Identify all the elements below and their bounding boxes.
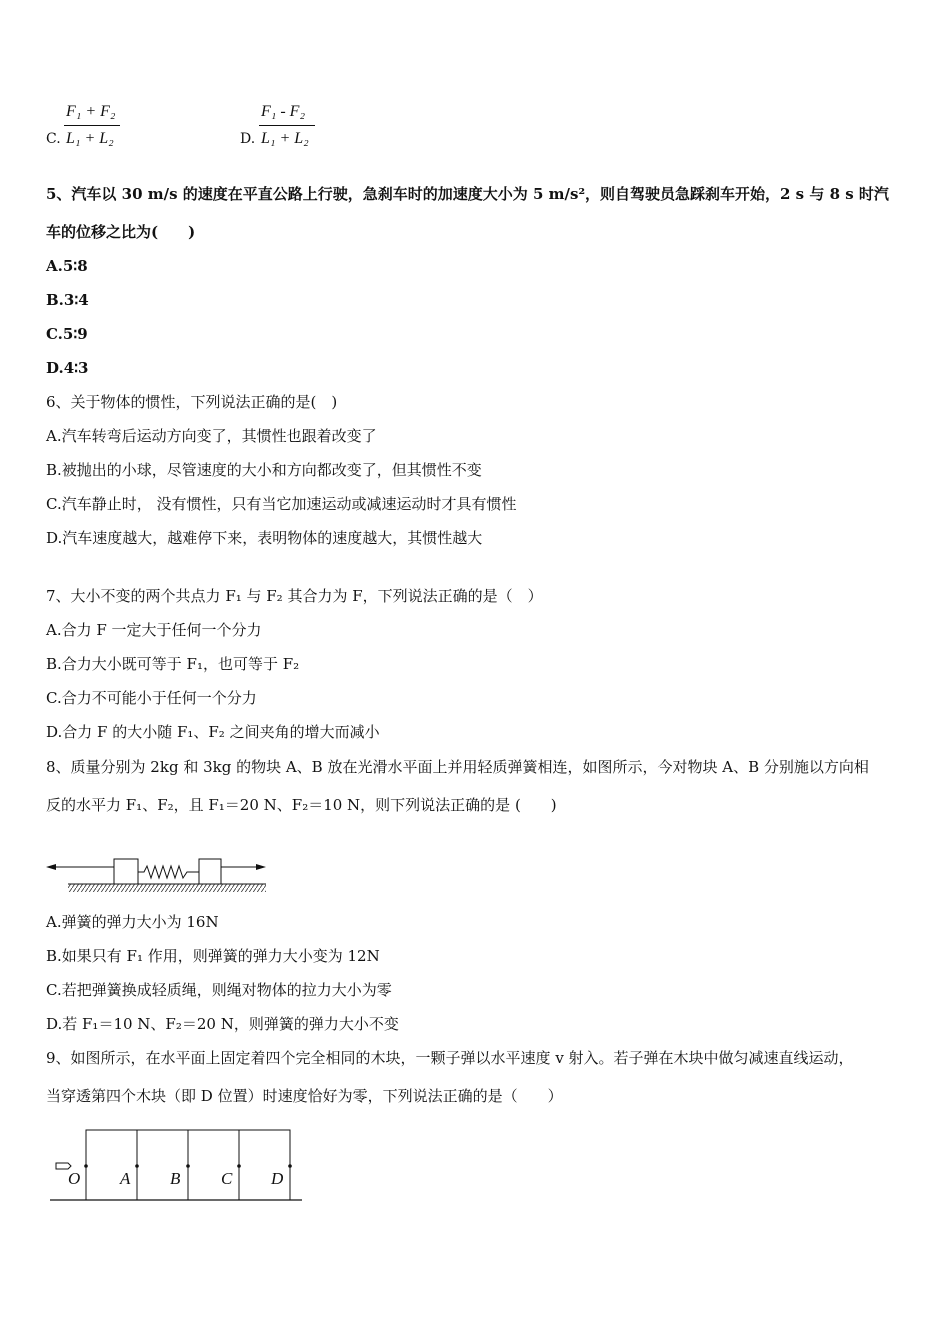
question-stem: 7、大小不变的两个共点力 F₁ 与 F₂ 其合力为 F，下列说法正确的是（ ） bbox=[46, 587, 543, 605]
wood-blocks-figure bbox=[46, 1128, 308, 1204]
option-c[interactable]: C.若把弹簧换成轻质绳，则绳对物体的拉力大小为零 bbox=[46, 981, 392, 999]
question-stem: 8、质量分别为 2kg 和 3kg 的物块 A、B 放在光滑水平面上并用轻质弹簧相连，如图所示，今对物块 A、B 分别施以方向相 bbox=[46, 758, 869, 776]
option-a[interactable]: A.汽车转弯后运动方向变了，其惯性也跟着改变了 bbox=[46, 427, 377, 445]
option-a[interactable]: A.弹簧的弹力大小为 16N bbox=[46, 913, 219, 931]
label-a: A bbox=[120, 1169, 131, 1188]
option-d[interactable]: D.4∶3 bbox=[46, 359, 89, 377]
question-stem: 6、关于物体的惯性，下列说法正确的是( ) bbox=[46, 393, 338, 411]
fraction-denominator: L₁ + L₂ bbox=[66, 130, 114, 147]
option-c[interactable]: C.合力不可能小于任何一个分力 bbox=[46, 689, 257, 707]
question-stem: 5、汽车以 30 m/s 的速度在平直公路上行驶，急刹车时的加速度大小为 5 m/s²，则自驾驶员急踩刹车开始，2 s 与 8 s 时汽 bbox=[46, 185, 889, 203]
fraction-bar bbox=[259, 125, 315, 126]
option-b[interactable]: B.3∶4 bbox=[46, 291, 89, 309]
label-o: O bbox=[68, 1169, 81, 1188]
option-c[interactable]: C.汽车静止时， 没有惯性，只有当它加速运动或减速运动时才具有惯性 bbox=[46, 495, 517, 513]
question-stem-cont: 车的位移之比为( ) bbox=[46, 223, 196, 241]
option-label: C. bbox=[46, 131, 61, 147]
spring-blocks-figure bbox=[44, 852, 274, 898]
option-b[interactable]: B.如果只有 F₁ 作用，则弹簧的弹力大小变为 12N bbox=[46, 947, 380, 965]
fraction-numerator: F₁ - F₂ bbox=[261, 103, 305, 120]
label-b: B bbox=[170, 1169, 181, 1188]
option-d[interactable]: D.汽车速度越大，越难停下来，表明物体的速度越大，其惯性越大 bbox=[46, 529, 483, 547]
option-a[interactable]: A.5∶8 bbox=[46, 257, 88, 275]
option-b[interactable]: B.被抛出的小球，尽管速度的大小和方向都改变了，但其惯性不变 bbox=[46, 461, 482, 479]
option-label: D. bbox=[240, 131, 256, 147]
option-b[interactable]: B.合力大小既可等于 F₁，也可等于 F₂ bbox=[46, 655, 300, 673]
question-stem: 9、如图所示，在水平面上固定着四个完全相同的木块，一颗子弹以水平速度 v 射入。若子弹在木块中做匀减速直线运动， bbox=[46, 1049, 854, 1067]
label-c: C bbox=[221, 1169, 233, 1188]
fraction-numerator: F₁ + F₂ bbox=[66, 103, 116, 120]
option-c[interactable]: C.5∶9 bbox=[46, 325, 88, 343]
label-d: D bbox=[271, 1169, 284, 1188]
question-stem-cont: 反的水平力 F₁、F₂，且 F₁＝20 N、F₂＝10 N，则下列说法正确的是 ( ) bbox=[46, 796, 557, 814]
fraction-bar bbox=[64, 125, 120, 126]
option-d[interactable]: D.若 F₁＝10 N、F₂＝20 N，则弹簧的弹力大小不变 bbox=[46, 1015, 399, 1033]
option-d[interactable]: D.合力 F 的大小随 F₁、F₂ 之间夹角的增大而减小 bbox=[46, 723, 380, 741]
question-stem-cont: 当穿透第四个木块（即 D 位置）时速度恰好为零，下列说法正确的是（ ） bbox=[46, 1087, 563, 1105]
fraction-denominator: L₁ + L₂ bbox=[261, 130, 309, 147]
option-a[interactable]: A.合力 F 一定大于任何一个分力 bbox=[46, 621, 262, 639]
